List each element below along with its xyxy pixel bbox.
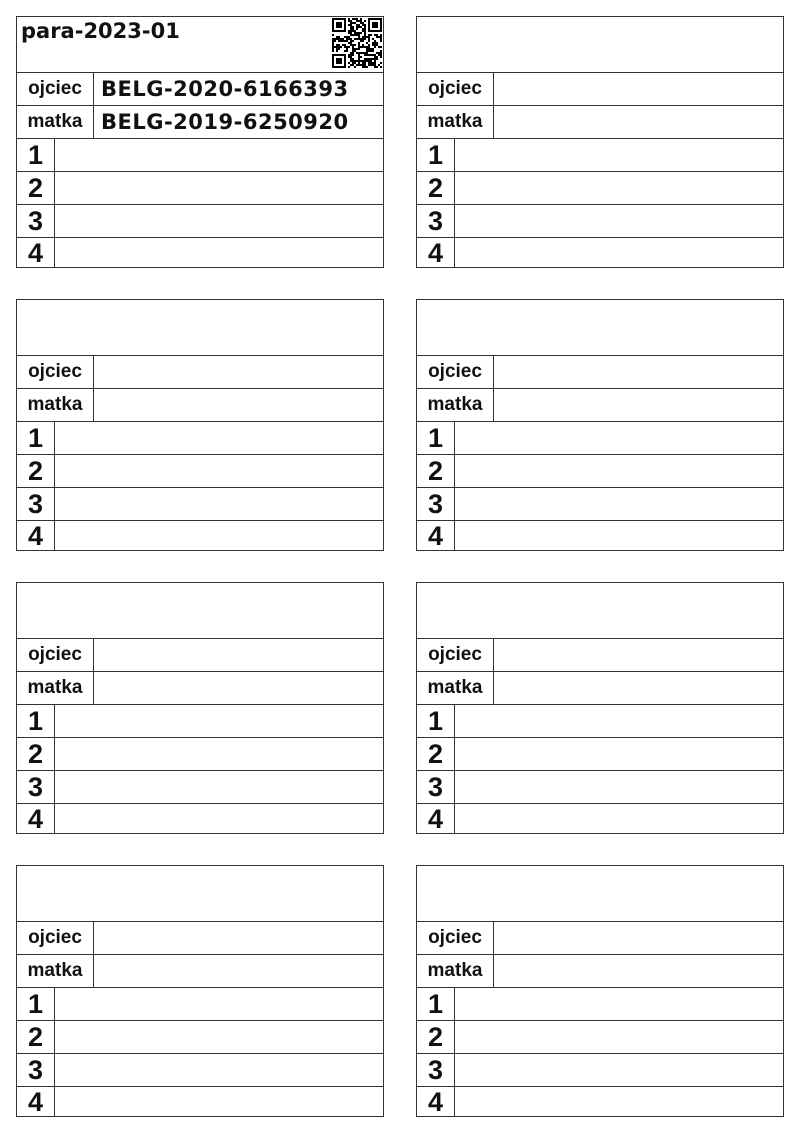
parent-row [417, 922, 783, 955]
pair-card [16, 299, 384, 551]
parent-row [17, 389, 383, 422]
parent-label: ojciec [17, 73, 94, 105]
qr-code [332, 18, 382, 68]
parent-row [17, 672, 383, 705]
parent-label: ojciec [17, 922, 94, 954]
parent-row [417, 356, 783, 389]
pair-card [16, 865, 384, 1117]
parent-row [17, 922, 383, 955]
parent-row [17, 639, 383, 672]
chick-row [17, 238, 383, 267]
card-header [17, 866, 383, 922]
pair-card [416, 865, 784, 1117]
row-number: 2 [17, 738, 55, 770]
chick-row [17, 139, 383, 172]
row-number: 4 [17, 804, 55, 833]
row-number: 1 [17, 705, 55, 737]
row-number: 3 [417, 1054, 455, 1086]
parent-row [417, 639, 783, 672]
row-number: 4 [417, 521, 455, 550]
row-number: 3 [17, 205, 55, 237]
chick-row [417, 422, 783, 455]
parent-row [17, 106, 383, 139]
chick-row [417, 1021, 783, 1054]
row-number: 2 [17, 455, 55, 487]
parent-label: matka [17, 106, 94, 138]
row-number: 4 [417, 238, 455, 267]
chick-row [417, 1087, 783, 1116]
ring-number: BELG-2020-6166393 [101, 77, 349, 101]
ring-number: BELG-2019-6250920 [101, 110, 349, 134]
parent-row [417, 73, 783, 106]
row-number: 3 [17, 1054, 55, 1086]
parent-label: matka [17, 389, 94, 421]
chick-row [417, 738, 783, 771]
parent-label: matka [17, 672, 94, 704]
parent-label: matka [417, 106, 494, 138]
chick-row [417, 238, 783, 267]
card-header [417, 866, 783, 922]
card-header [417, 17, 783, 73]
row-number: 2 [417, 455, 455, 487]
parent-label: ojciec [417, 639, 494, 671]
pair-card [416, 16, 784, 268]
card-header [17, 17, 383, 73]
row-number: 1 [417, 705, 455, 737]
row-number: 2 [417, 1021, 455, 1053]
pair-card [416, 299, 784, 551]
parent-label: matka [417, 955, 494, 987]
chick-row [17, 1087, 383, 1116]
parent-row [17, 73, 383, 106]
card-header [17, 583, 383, 639]
row-number: 4 [17, 238, 55, 267]
row-number: 3 [417, 205, 455, 237]
chick-row [417, 455, 783, 488]
chick-row [417, 521, 783, 550]
row-number: 1 [17, 988, 55, 1020]
card-header [417, 583, 783, 639]
chick-row [17, 804, 383, 833]
pair-card [16, 582, 384, 834]
chick-row [17, 1021, 383, 1054]
row-number: 2 [417, 172, 455, 204]
row-number: 3 [417, 771, 455, 803]
chick-row [17, 455, 383, 488]
row-number: 2 [17, 172, 55, 204]
chick-row [17, 172, 383, 205]
row-number: 2 [17, 1021, 55, 1053]
row-number: 2 [417, 738, 455, 770]
pair-card [16, 16, 384, 268]
chick-row [417, 988, 783, 1021]
parent-row [417, 389, 783, 422]
chick-row [417, 139, 783, 172]
parent-label: ojciec [417, 922, 494, 954]
pair-title: para-2023-01 [21, 19, 180, 43]
row-number: 1 [17, 139, 55, 171]
chick-row [17, 521, 383, 550]
parent-row [417, 106, 783, 139]
row-number: 1 [417, 988, 455, 1020]
parent-row [17, 955, 383, 988]
row-number: 4 [17, 1087, 55, 1116]
row-number: 3 [17, 488, 55, 520]
card-header [417, 300, 783, 356]
parent-row [417, 955, 783, 988]
chick-row [17, 705, 383, 738]
row-number: 1 [417, 422, 455, 454]
parent-row [417, 672, 783, 705]
parent-row [17, 356, 383, 389]
chick-row [417, 172, 783, 205]
row-number: 1 [417, 139, 455, 171]
chick-row [417, 771, 783, 804]
chick-row [417, 488, 783, 521]
row-number: 3 [417, 488, 455, 520]
chick-row [17, 488, 383, 521]
chick-row [417, 804, 783, 833]
parent-label: ojciec [17, 356, 94, 388]
pair-card [416, 582, 784, 834]
chick-row [17, 738, 383, 771]
row-number: 3 [17, 771, 55, 803]
row-number: 4 [417, 1087, 455, 1116]
row-number: 4 [17, 521, 55, 550]
row-number: 1 [17, 422, 55, 454]
parent-label: ojciec [417, 356, 494, 388]
chick-row [17, 771, 383, 804]
parent-label: matka [17, 955, 94, 987]
chick-row [17, 205, 383, 238]
chick-row [17, 1054, 383, 1087]
chick-row [17, 988, 383, 1021]
row-number: 4 [417, 804, 455, 833]
parent-label: matka [417, 389, 494, 421]
parent-label: ojciec [417, 73, 494, 105]
card-header [17, 300, 383, 356]
parent-label: ojciec [17, 639, 94, 671]
chick-row [417, 705, 783, 738]
chick-row [417, 205, 783, 238]
chick-row [17, 422, 383, 455]
chick-row [417, 1054, 783, 1087]
parent-label: matka [417, 672, 494, 704]
